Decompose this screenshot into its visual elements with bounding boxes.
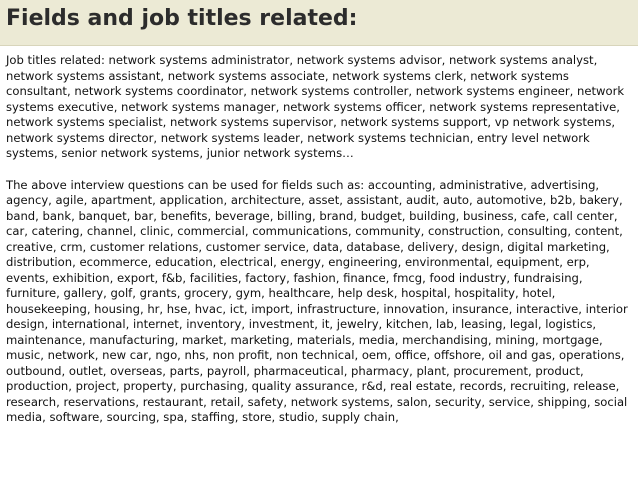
- fields-paragraph: The above interview questions can be used for fields such as: accounting, administrative, advertising, agency, agile, apartment, application, architecture, asset, assistant, audit, auto, automotive, b2b, bakery, band, bank, banquet, bar, benefits, beverage, billing, brand, budget, building, business, cafe, call center, car, catering, channel, clinic, commercial, communications, community, construction, consulting, content, creative, crm, customer relations, customer service, data, database, delivery, design, digital marketing, distribution, ecommerce, education, electrical, energy, engineering, environmental, equipment, erp, events, exhibition, export, f&b, facilities, factory, fashion, finance, fmcg, food industry, fundraising, furniture, gallery, golf, grants, grocery, gym, healthcare, help desk, hospital, hospitality, hotel, housekeeping, housing, hr, hse, hvac, ict, import, infrastructure, innovation, insurance, interactive, interior design, international, internet, inventory, investment, it, jewelry, kitchen, lab, leasing, legal, logistics, maintenance, manufacturing, market, marketing, materials, media, merchandising, mining, mortgage, music, network, new car, ngo, nhs, non profit, non technical, oem, office, offshore, oil and gas, operations, outbound, outlet, overseas, parts, payroll, pharmaceutical, pharmacy, plant, procurement, product, production, project, property, purchasing, quality assurance, r&d, real estate, records, recruiting, release, research, reservations, restaurant, retail, safety, network systems, salon, security, service, shipping, social media, software, sourcing, spa, staffing, store, studio, supply chain,: [6, 177, 628, 424]
- job-titles-paragraph: Job titles related: network systems administrator, network systems advisor, network systems analyst, network systems assistant, network systems associate, network systems clerk, network systems consultant, network systems coordinator, network systems controller, network systems engineer, network systems executive, network systems manager, network systems officer, network systems representative, network systems specialist, network systems supervisor, network systems support, vp network systems, network systems director, network systems leader, network systems technician, entry level network systems, senior network systems, junior network systems…: [6, 53, 625, 160]
- slide-title: Fields and job titles related:: [6, 6, 358, 31]
- slide-body: [6, 53, 634, 442]
- title-bar: [0, 0, 638, 46]
